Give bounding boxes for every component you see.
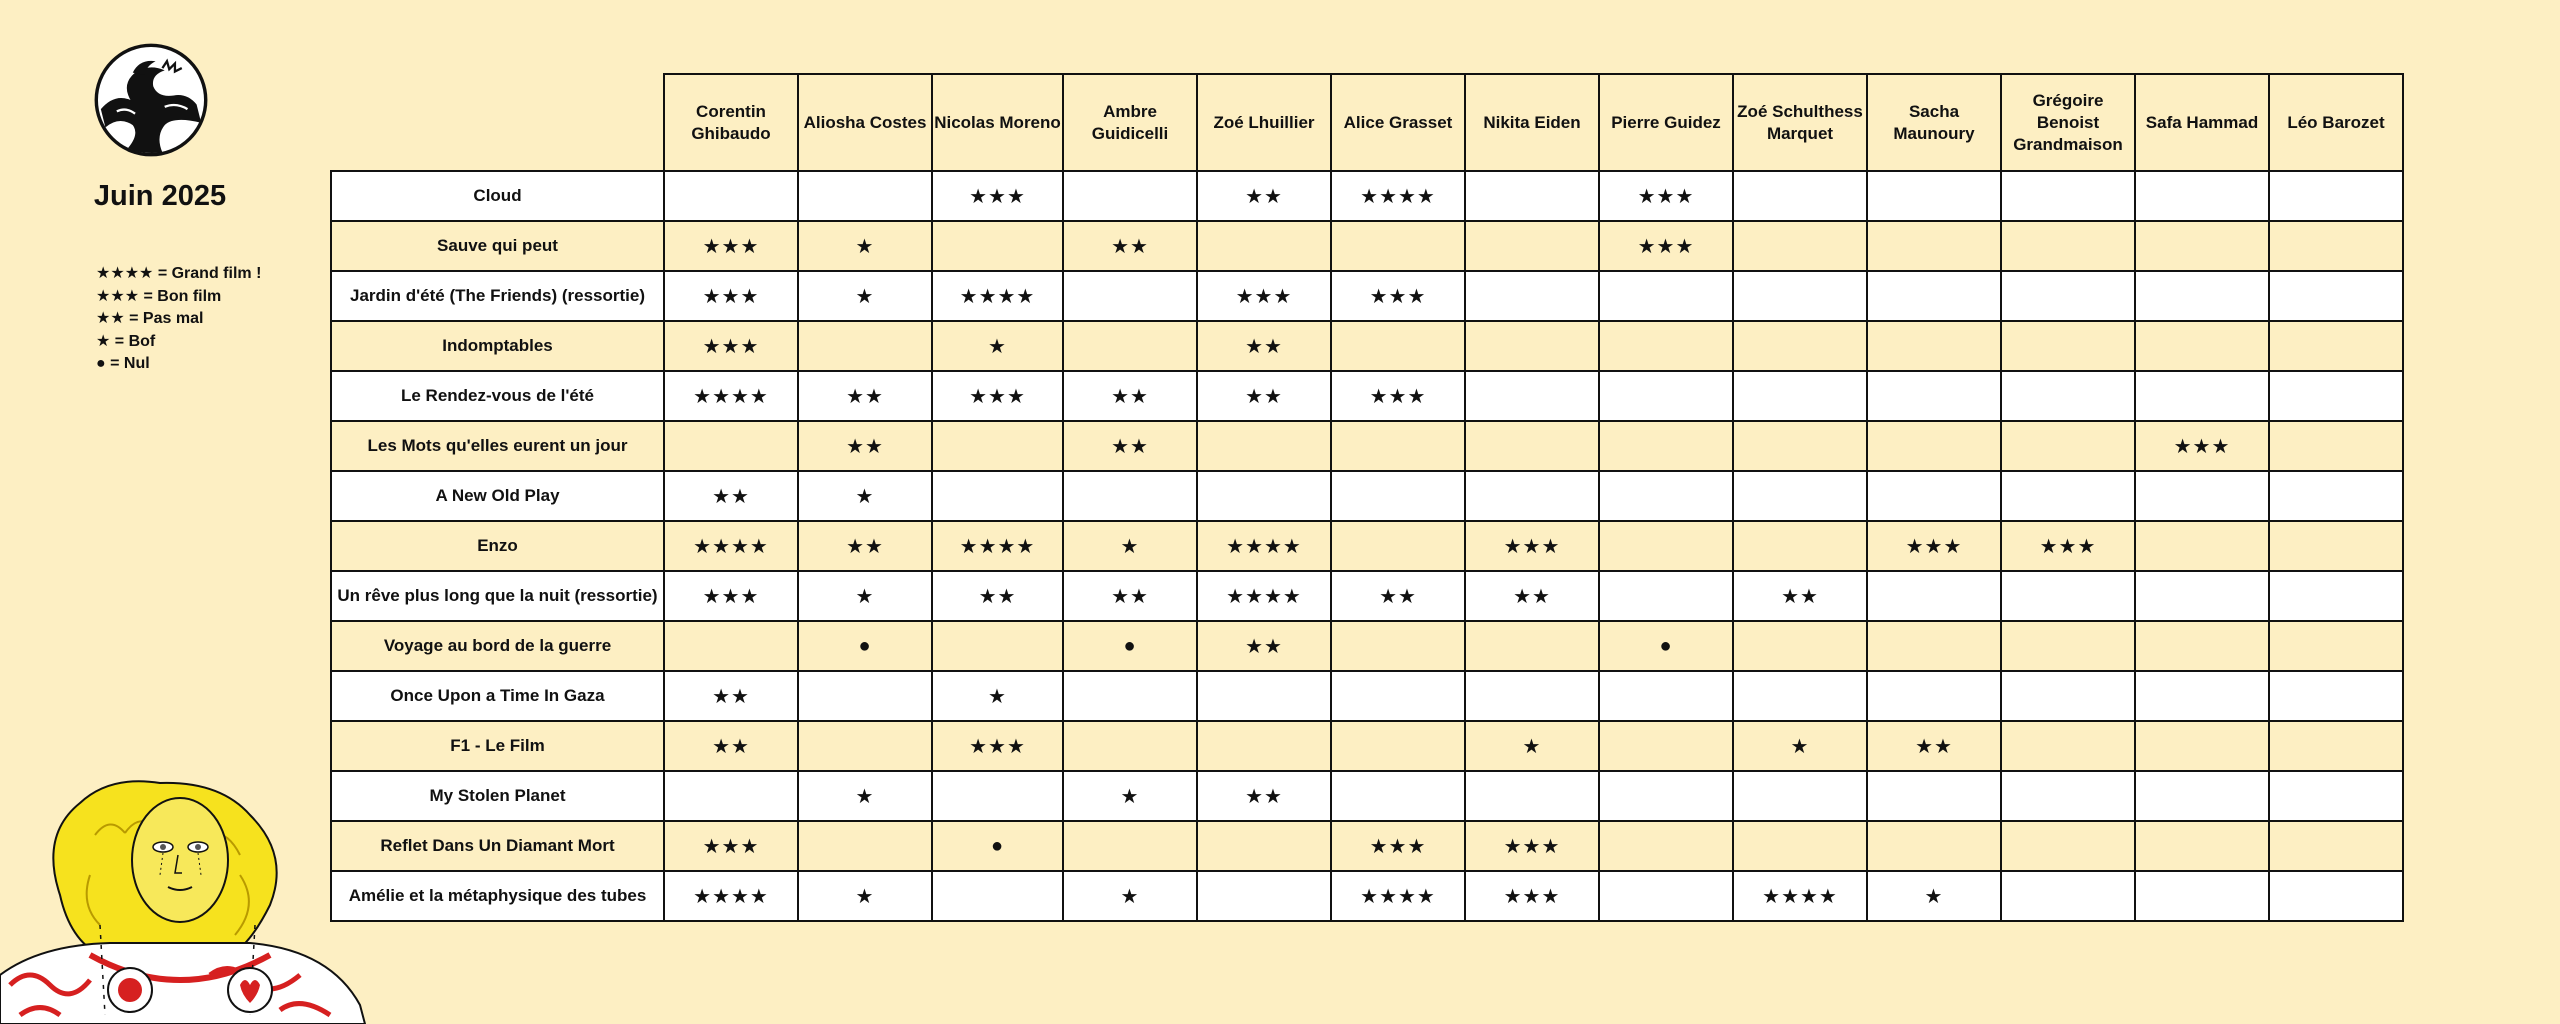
critic-header: Safa Hammad — [2135, 74, 2269, 171]
rating-cell — [664, 421, 798, 471]
rating-cell: ★★★ — [1331, 821, 1465, 871]
rating-cell — [1063, 171, 1197, 221]
rating-cell — [1733, 171, 1867, 221]
rating-cell — [1197, 421, 1331, 471]
rating-cell — [932, 471, 1063, 521]
rating-cell — [1465, 471, 1599, 521]
film-title: Les Mots qu'elles eurent un jour — [331, 421, 664, 471]
rating-cell: ★★★★ — [1331, 171, 1465, 221]
rating-cell — [2001, 771, 2135, 821]
film-title: Un rêve plus long que la nuit (ressortie) — [331, 571, 664, 621]
table-row — [331, 771, 2403, 821]
rating-cell: ★★★ — [1867, 521, 2001, 571]
rating-cell — [1867, 321, 2001, 371]
rating-cell — [2135, 221, 2269, 271]
rating-cell: ★★ — [664, 471, 798, 521]
rating-cell — [2269, 621, 2403, 671]
wave-logo-icon — [94, 43, 208, 157]
rating-cell: ★★★★ — [1331, 871, 1465, 921]
critic-header: Nicolas Moreno — [932, 74, 1063, 171]
rating-cell: ★ — [1465, 721, 1599, 771]
rating-cell — [1867, 421, 2001, 471]
rating-cell — [2001, 571, 2135, 621]
rating-cell: ★★ — [1197, 321, 1331, 371]
table-row — [331, 521, 2403, 571]
rating-cell — [2135, 771, 2269, 821]
rating-cell — [1599, 521, 1733, 571]
rating-cell: ★★ — [1465, 571, 1599, 621]
rating-cell — [2001, 271, 2135, 321]
rating-cell — [2001, 371, 2135, 421]
rating-legend — [96, 263, 261, 376]
rating-cell — [932, 621, 1063, 671]
critic-header: Nikita Eiden — [1465, 74, 1599, 171]
rating-cell — [2001, 321, 2135, 371]
film-title: Cloud — [331, 171, 664, 221]
legend-item: ★ = Bof — [96, 332, 156, 350]
rating-cell: ★★ — [1331, 571, 1465, 621]
table-row — [331, 821, 2403, 871]
rating-cell — [664, 621, 798, 671]
rating-cell — [1867, 171, 2001, 221]
rating-cell: ● — [1063, 621, 1197, 671]
header-row — [331, 74, 2403, 171]
rating-cell — [1197, 871, 1331, 921]
rating-cell — [2269, 421, 2403, 471]
rating-cell — [1197, 221, 1331, 271]
rating-cell — [1733, 671, 1867, 721]
rating-cell: ★★ — [1733, 571, 1867, 621]
rating-cell — [1599, 721, 1733, 771]
rating-cell — [1331, 521, 1465, 571]
table-row — [331, 471, 2403, 521]
rating-cell: ★★ — [798, 521, 932, 571]
page-title: Juin 2025 — [93, 180, 227, 212]
rating-cell — [1733, 621, 1867, 671]
rating-cell: ★ — [798, 771, 932, 821]
critic-header: Aliosha Costes — [798, 74, 932, 171]
table-row — [331, 871, 2403, 921]
rating-cell — [1867, 371, 2001, 421]
rating-cell — [1867, 771, 2001, 821]
rating-cell — [664, 171, 798, 221]
rating-cell — [932, 771, 1063, 821]
rating-cell — [932, 421, 1063, 471]
rating-cell — [2135, 821, 2269, 871]
film-title: A New Old Play — [331, 471, 664, 521]
rating-cell — [664, 771, 798, 821]
rating-cell — [1867, 671, 2001, 721]
rating-cell — [1331, 621, 1465, 671]
rating-cell — [2269, 271, 2403, 321]
film-title: Le Rendez-vous de l'été — [331, 371, 664, 421]
rating-cell — [1197, 471, 1331, 521]
rating-cell — [1465, 221, 1599, 271]
rating-cell: ★★ — [1063, 371, 1197, 421]
table-row — [331, 571, 2403, 621]
rating-cell: ★ — [1733, 721, 1867, 771]
rating-cell: ★★ — [664, 721, 798, 771]
rating-cell: ★★★ — [932, 721, 1063, 771]
rating-cell — [1465, 171, 1599, 221]
rating-cell — [1733, 821, 1867, 871]
rating-cell: ★★★ — [1465, 871, 1599, 921]
rating-cell: ★ — [798, 571, 932, 621]
rating-cell: ★★★ — [664, 271, 798, 321]
table-row — [331, 371, 2403, 421]
film-title: Reflet Dans Un Diamant Mort — [331, 821, 664, 871]
rating-cell — [1599, 471, 1733, 521]
rating-cell: ★★★ — [1197, 271, 1331, 321]
rating-cell: ★ — [932, 321, 1063, 371]
rating-cell: ★★ — [932, 571, 1063, 621]
rating-cell — [1063, 821, 1197, 871]
rating-cell: ★★★★ — [932, 521, 1063, 571]
rating-cell — [1063, 271, 1197, 321]
rating-cell — [2269, 771, 2403, 821]
table-row — [331, 171, 2403, 221]
rating-cell — [2001, 421, 2135, 471]
rating-cell: ★ — [1867, 871, 2001, 921]
rating-cell — [2269, 171, 2403, 221]
rating-cell: ★★★ — [1331, 271, 1465, 321]
rating-cell — [1733, 471, 1867, 521]
table-row — [331, 321, 2403, 371]
rating-cell — [1331, 221, 1465, 271]
rating-cell: ★ — [1063, 521, 1197, 571]
rating-cell: ★ — [798, 221, 932, 271]
film-title: Once Upon a Time In Gaza — [331, 671, 664, 721]
rating-cell: ★★★★ — [664, 371, 798, 421]
rating-cell: ★★★ — [1599, 221, 1733, 271]
rating-cell: ★★★ — [1465, 521, 1599, 571]
rating-cell — [798, 721, 932, 771]
rating-cell: ★★★★ — [1197, 571, 1331, 621]
rating-cell — [2135, 321, 2269, 371]
rating-cell: ★★★ — [664, 571, 798, 621]
rating-cell — [2001, 671, 2135, 721]
rating-cell — [2269, 671, 2403, 721]
rating-cell — [1733, 371, 1867, 421]
table-row — [331, 271, 2403, 321]
rating-cell — [932, 871, 1063, 921]
rating-cell: ★★★ — [1599, 171, 1733, 221]
table-row — [331, 671, 2403, 721]
rating-cell — [1063, 671, 1197, 721]
rating-cell — [1599, 871, 1733, 921]
rating-cell — [1733, 771, 1867, 821]
rating-cell — [1599, 571, 1733, 621]
film-title: Amélie et la métaphysique des tubes — [331, 871, 664, 921]
rating-cell — [2269, 371, 2403, 421]
rating-cell — [1867, 471, 2001, 521]
rating-cell — [798, 671, 932, 721]
rating-cell — [1733, 521, 1867, 571]
rating-cell — [2001, 471, 2135, 521]
table-row — [331, 621, 2403, 671]
rating-cell — [1733, 221, 1867, 271]
rating-cell — [798, 171, 932, 221]
rating-cell: ★★★ — [1465, 821, 1599, 871]
rating-cell: ★ — [798, 471, 932, 521]
film-title: My Stolen Planet — [331, 771, 664, 821]
critic-header: Grégoire Benoist Grandmaison — [2001, 74, 2135, 171]
portrait-illustration — [0, 775, 380, 1024]
rating-cell: ★★ — [664, 671, 798, 721]
rating-cell — [2001, 621, 2135, 671]
rating-cell — [1867, 221, 2001, 271]
critic-header: Corentin Ghibaudo — [664, 74, 798, 171]
rating-cell: ★★ — [1197, 171, 1331, 221]
critic-header: Léo Barozet — [2269, 74, 2403, 171]
rating-cell — [2001, 821, 2135, 871]
film-title: Sauve qui peut — [331, 221, 664, 271]
rating-cell — [2135, 671, 2269, 721]
rating-cell: ★★★★ — [664, 521, 798, 571]
rating-cell — [1465, 771, 1599, 821]
rating-cell — [2135, 571, 2269, 621]
rating-cell — [1465, 421, 1599, 471]
rating-cell — [1465, 671, 1599, 721]
rating-cell — [1599, 371, 1733, 421]
rating-cell — [2001, 171, 2135, 221]
rating-cell: ★★★★ — [1733, 871, 1867, 921]
rating-cell: ★★★★ — [1197, 521, 1331, 571]
film-title: F1 - Le Film — [331, 721, 664, 771]
rating-cell: ★★ — [798, 421, 932, 471]
rating-cell: ★ — [1063, 871, 1197, 921]
legend-item: ● = Nul — [96, 355, 150, 372]
critic-header: Zoé Lhuillier — [1197, 74, 1331, 171]
ratings-table — [330, 73, 2404, 922]
critic-header: Pierre Guidez — [1599, 74, 1733, 171]
rating-cell: ★★ — [798, 371, 932, 421]
rating-cell: ★ — [1063, 771, 1197, 821]
rating-cell — [1599, 821, 1733, 871]
rating-cell — [2135, 521, 2269, 571]
rating-cell — [2269, 221, 2403, 271]
rating-cell: ★★ — [1867, 721, 2001, 771]
rating-cell: ★★★ — [932, 371, 1063, 421]
rating-cell: ★★★ — [2135, 421, 2269, 471]
rating-cell — [1599, 271, 1733, 321]
rating-cell — [2135, 471, 2269, 521]
legend-item: ★★ = Pas mal — [96, 310, 204, 327]
rating-cell — [2135, 371, 2269, 421]
film-title: Voyage au bord de la guerre — [331, 621, 664, 671]
rating-cell: ★★★ — [2001, 521, 2135, 571]
rating-cell — [1465, 271, 1599, 321]
rating-cell: ● — [1599, 621, 1733, 671]
rating-cell: ● — [798, 621, 932, 671]
rating-cell: ★★ — [1063, 571, 1197, 621]
rating-cell — [1867, 621, 2001, 671]
rating-cell — [1733, 421, 1867, 471]
table-row — [331, 721, 2403, 771]
rating-cell — [1063, 721, 1197, 771]
critic-header: Zoé Schulthess Marquet — [1733, 74, 1867, 171]
rating-cell — [1867, 571, 2001, 621]
rating-cell: ★★★ — [1331, 371, 1465, 421]
rating-cell — [2269, 321, 2403, 371]
rating-cell — [1197, 821, 1331, 871]
rating-cell — [2269, 471, 2403, 521]
rating-cell — [1331, 321, 1465, 371]
rating-cell: ★ — [798, 271, 932, 321]
rating-cell: ★★ — [1197, 771, 1331, 821]
rating-cell — [2135, 871, 2269, 921]
rating-cell — [1733, 271, 1867, 321]
table-row — [331, 221, 2403, 271]
rating-cell — [2135, 171, 2269, 221]
film-title: Indomptables — [331, 321, 664, 371]
legend-item: ★★★ = Bon film — [96, 287, 222, 305]
rating-cell: ★★★ — [664, 821, 798, 871]
rating-cell — [2135, 271, 2269, 321]
rating-cell: ★★ — [1197, 371, 1331, 421]
critic-header: Sacha Maunoury — [1867, 74, 2001, 171]
rating-cell — [1331, 421, 1465, 471]
rating-cell — [1599, 671, 1733, 721]
rating-cell — [2001, 871, 2135, 921]
film-title: Enzo — [331, 521, 664, 571]
critic-header: Alice Grasset — [1331, 74, 1465, 171]
rating-cell — [2001, 721, 2135, 771]
rating-cell — [1867, 821, 2001, 871]
rating-cell — [1867, 271, 2001, 321]
rating-cell: ★★★★ — [664, 871, 798, 921]
rating-cell — [1331, 771, 1465, 821]
rating-cell — [2269, 521, 2403, 571]
rating-cell — [798, 321, 932, 371]
rating-cell — [1465, 621, 1599, 671]
rating-cell: ★★★ — [664, 221, 798, 271]
table-row — [331, 421, 2403, 471]
rating-cell — [1733, 321, 1867, 371]
rating-cell: ● — [932, 821, 1063, 871]
rating-cell — [1599, 771, 1733, 821]
film-title: Jardin d'été (The Friends) (ressortie) — [331, 271, 664, 321]
rating-cell: ★★ — [1063, 221, 1197, 271]
rating-cell: ★★★ — [932, 171, 1063, 221]
rating-cell — [2135, 721, 2269, 771]
rating-cell: ★★★ — [664, 321, 798, 371]
rating-cell — [2135, 621, 2269, 671]
rating-cell: ★ — [932, 671, 1063, 721]
rating-cell — [1465, 371, 1599, 421]
rating-cell: ★★ — [1063, 421, 1197, 471]
rating-cell — [1599, 421, 1733, 471]
rating-cell — [2269, 871, 2403, 921]
rating-cell — [1063, 321, 1197, 371]
rating-cell — [1331, 671, 1465, 721]
corner-cell — [331, 74, 664, 171]
rating-cell: ★ — [798, 871, 932, 921]
legend-item: ★★★★ = Grand film ! — [96, 265, 262, 282]
rating-cell — [1063, 471, 1197, 521]
rating-cell: ★★★★ — [932, 271, 1063, 321]
rating-cell — [798, 821, 932, 871]
rating-cell — [932, 221, 1063, 271]
rating-cell: ★★ — [1197, 621, 1331, 671]
rating-cell — [2001, 221, 2135, 271]
rating-cell — [2269, 721, 2403, 771]
rating-cell — [1599, 321, 1733, 371]
rating-cell — [1465, 321, 1599, 371]
critic-header: Ambre Guidicelli — [1063, 74, 1197, 171]
rating-cell — [2269, 821, 2403, 871]
rating-cell — [1331, 471, 1465, 521]
rating-cell — [2269, 571, 2403, 621]
rating-cell — [1197, 721, 1331, 771]
rating-cell — [1197, 671, 1331, 721]
rating-cell — [1331, 721, 1465, 771]
